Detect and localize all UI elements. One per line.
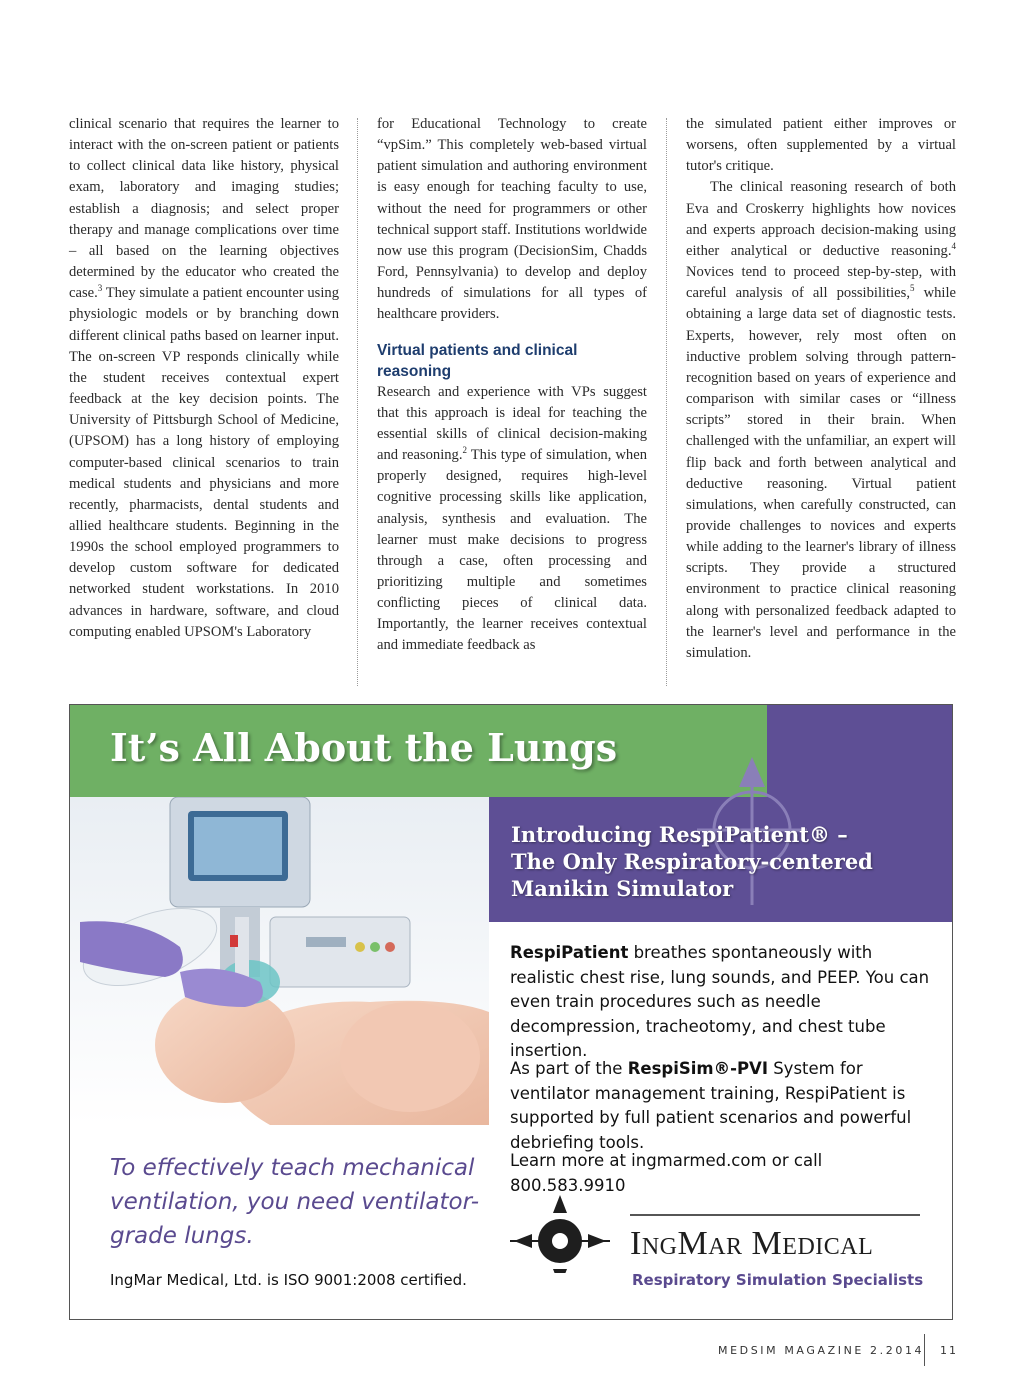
footnote-ref: 2 (462, 445, 467, 456)
brand-tagline: Respiratory Simulation Specialists (632, 1271, 924, 1289)
paragraph: clinical scenario that requires the learner to interact with the on-screen patient or patients to collect clinical data like history, physical exam, laboratory and imaging studies; establish a diagnosis; and select proper therapy and manage complications over time – all based on the learning objectives determined by the educator who created the case.$^3$ They simulate a patient encounter using physiologic models or by branching down different clinical paths based on learner input. The on-screen VP responds clinically while the student receives contextual expert feedback at the key decision points. The University of Pittsburgh School of Medicine, (UPSOM) has a long history of employing computer-based clinical scenarios to train medical students and physicians and more recently, pharmacists, dental students and allied healthcare students. Beginning in the 1990s the school employed programmers to develop custom software for dedicated networked student workstations. In 2010 advances in hardware, software, and cloud computing enabled UPSOM's Laboratory (69, 116, 339, 640)
footnote-ref: 4 (951, 241, 956, 252)
article-column-2 (377, 114, 647, 657)
ad-tagline: To effectively teach mechanical ventilation, you need ventilator-grade lungs. (110, 1155, 480, 1249)
iso-certification: IngMar Medical, Ltd. is ISO 9001:2008 certified. (110, 1271, 467, 1289)
paragraph: for Educational Technology to create “vpSim.” This completely web-based virtual patient simulation and authoring environment is easy enough for teaching faculty to use, without the need for programmers or other technical support staff. Institutions worldwide now use this program (DecisionSim, Chadds Ford, Pennsylvania) to develop and deploy hundreds of simulations for all types of healthcare providers. (377, 116, 647, 323)
page-number: 11 (940, 1344, 958, 1357)
brand-name: IngMar Medical (630, 1225, 874, 1262)
footnote-ref: 3 (97, 283, 103, 294)
footnote-ref: 5 (909, 283, 915, 294)
ad-body-paragraph: As part of the RespiSim®-PVI System for ventilator management training, RespiPatient is supported by full patient scenarios and powerful debriefing tools. (510, 1059, 912, 1152)
column-divider (666, 118, 667, 686)
ad-intro-title: Introducing RespiPatient® – The Only Respiratory-centered Manikin Simulator (511, 822, 873, 901)
paragraph: Research and experience with VPs suggest that this approach is ideal for teaching the essential skills of clinical decision-making and reasoning.$^2$ This type of simulation, when properly designed, requires high-level cognitive processing skills like application, analysis, synthesis and evaluation. The learner must make decisions to progress through a case, often processing and prioritizing multiple and sometimes conflicting pieces of clinical data. Importantly, the learner receives contextual and immediate feedback as (377, 383, 647, 654)
ad-contact-line: Learn more at ingmarmed.com or call 800.583.9910 (510, 1151, 823, 1195)
manikin-photo (70, 797, 489, 1125)
footer-divider (924, 1334, 925, 1366)
section-heading: Virtual patients and clinical reasoning (377, 341, 578, 380)
footer-magazine-issue: MEDSIM MAGAZINE 2.2014 (718, 1344, 925, 1357)
column-divider (357, 118, 358, 686)
article-column-3 (686, 114, 956, 664)
paragraph: the simulated patient either improves or worsens, often supplemented by a virtual tutor's critique. (686, 116, 956, 175)
paragraph: The clinical reasoning research of both Eva and Croskerry highlights how novices and experts approach decision-making using either analytical or deductive reasoning.$^4$ Novices tend to proceed step-by-step, with careful analysis of all possibilities,$^5$ while obtaining a large data set of diagnostic tests. Experts, however, rely most often on inductive problem solving through pattern-recognition based on years of experience and comparison with similar cases or “illness scripts” stored in their brain. When challenged with the unfamiliar, an expert will flip back and forth between analytical and deductive reasoning. Virtual patient simulations, when carefully constructed, can provide challenges to novices and experts while adding to the learner's library of illness scripts. They provide a structured environment to practice clinical reasoning along with personalized feedback adapted to the learner's level and performance in the simulation. (686, 179, 956, 661)
ad-body-paragraph: RespiPatient breathes spontaneously with realistic chest rise, lung sounds, and PEEP. You can even train procedures such as needle decompression, tracheotomy, and chest tube insertion. (510, 943, 930, 1060)
article-column-1 (69, 114, 339, 643)
ad-headline: It’s All About the Lungs (110, 725, 618, 770)
advertisement (69, 704, 953, 1320)
